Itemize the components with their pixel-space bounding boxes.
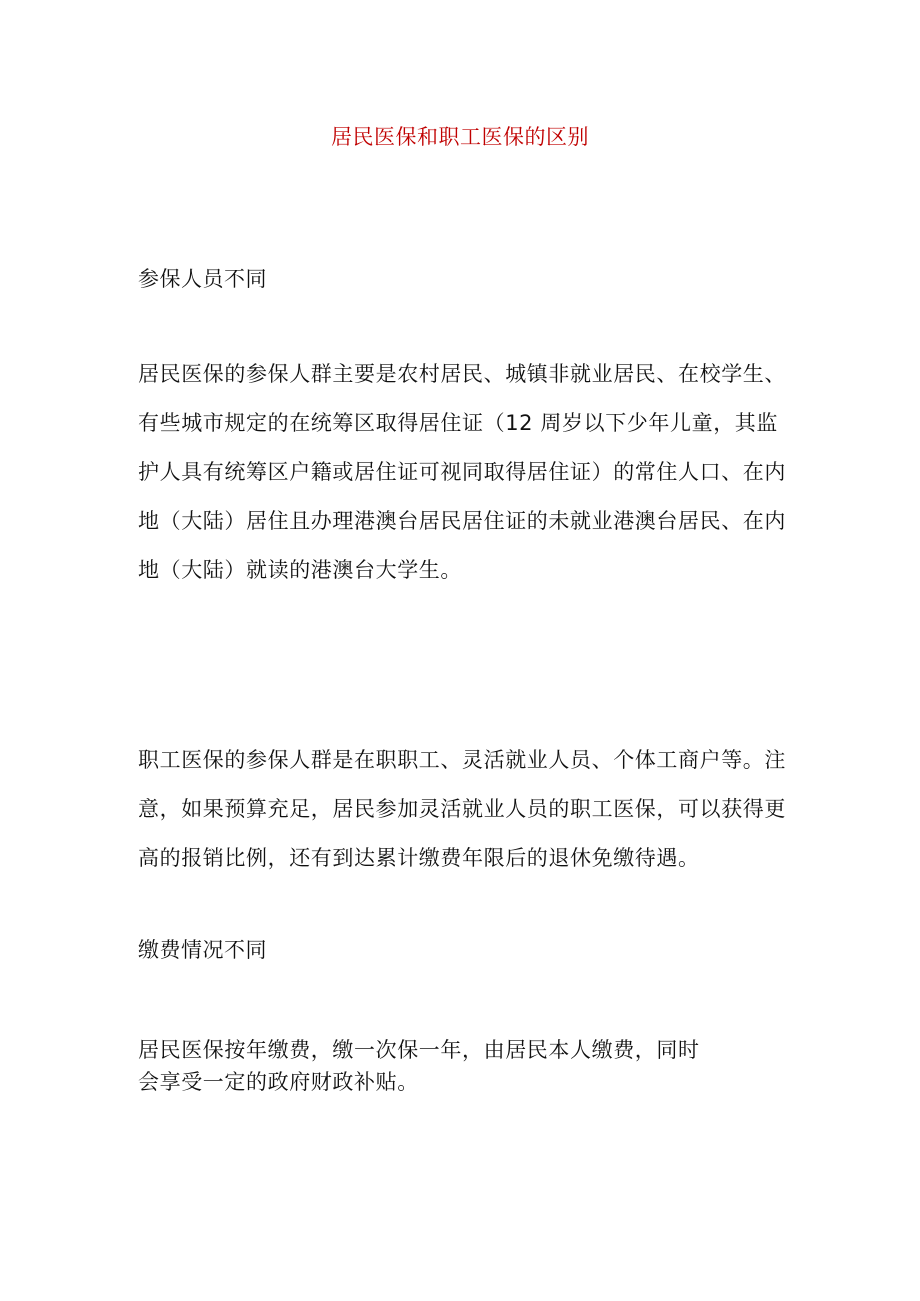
document-title: 居民医保和职工医保的区别: [331, 125, 589, 149]
paragraph-line: 护人具有统筹区户籍或居住证可视同取得居住证）的常住人口、在内: [138, 460, 786, 484]
paragraph-line: 意，如果预算充足，居民参加灵活就业人员的职工医保，可以获得更: [138, 797, 786, 821]
paragraph-line: 地（大陆）就读的港澳台大学生。: [138, 558, 462, 582]
section-heading-participants: 参保人员不同: [138, 267, 267, 291]
paragraph-line: 居民医保按年缴费，缴一次保一年，由居民本人缴费，同时: [138, 1038, 700, 1062]
section-heading-payment: 缴费情况不同: [138, 938, 267, 962]
paragraph-employee-insurance-participants: [138, 736, 786, 883]
paragraph-line: 居民医保的参保人群主要是农村居民、城镇非就业居民、在校学生、: [138, 362, 786, 386]
paragraph-line: 有些城市规定的在统筹区取得居住证（12 周岁以下少年儿童，其监: [138, 411, 778, 435]
paragraph-line: 会享受一定的政府财政补贴。: [138, 1070, 419, 1094]
paragraph-resident-insurance-participants: [138, 350, 786, 595]
paragraph-line: 地（大陆）居住且办理港澳台居民居住证的未就业港澳台居民、在内: [138, 509, 786, 533]
paragraph-resident-payment: [138, 1034, 700, 1098]
paragraph-line: 高的报销比例，还有到达累计缴费年限后的退休免缴待遇。: [138, 846, 700, 870]
paragraph-line: 职工医保的参保人群是在职职工、灵活就业人员、个体工商户等。注: [138, 748, 786, 772]
